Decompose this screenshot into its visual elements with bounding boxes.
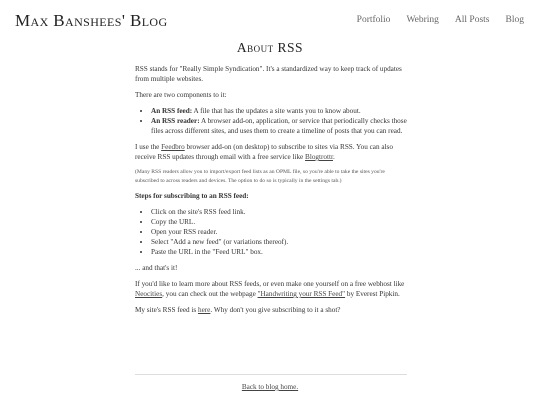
list-item: • Copy the URL.	[151, 217, 407, 227]
feed-text-1: My site's RSS feed is	[135, 306, 198, 314]
rss-feed-link[interactable]: here	[198, 306, 211, 314]
list-item	[151, 106, 407, 116]
feed-text-2: . Why don't you give subscribing to it a shot?	[210, 306, 341, 314]
desc-rss-feed: A file that has the updates a site wants you to know about.	[192, 107, 361, 115]
footer	[0, 383, 540, 391]
site-header	[0, 0, 540, 40]
nav-link-portfolio[interactable]: Portfolio	[356, 15, 391, 25]
done-paragraph: ... and that's it!	[135, 264, 178, 272]
list-item: • Click on the site's RSS feed link.	[151, 207, 407, 217]
usage-text-1: I use the	[135, 143, 162, 151]
components-list	[135, 106, 407, 136]
nav-link-blog[interactable]: Blog	[505, 15, 524, 25]
list-item: • Open your RSS reader.	[151, 227, 407, 237]
term-rss-feed: An RSS feed:	[151, 107, 193, 115]
usage-text-3: .	[333, 153, 335, 161]
learn-text-3: by Everest Pipkin.	[345, 290, 400, 298]
list-item	[151, 116, 407, 136]
neocities-link[interactable]: Neocities	[135, 290, 163, 298]
list-item: • Paste the URL in the "Feed URL" box.	[151, 247, 407, 257]
desc-rss-reader: A browser add-on, application, or service that periodically checks those files across different sites, and uses them to create a timeline of posts that you can read.	[151, 117, 407, 135]
nav-link-webring[interactable]: Webring	[406, 15, 439, 25]
main-nav	[357, 15, 524, 25]
footer-divider	[135, 374, 407, 375]
list-item: • Select "Add a new feed" (or variations thereof).	[151, 237, 407, 247]
blogtrottr-link[interactable]: Blogtrottr	[305, 153, 333, 161]
back-to-home-link[interactable]: Back to blog home.	[241, 383, 299, 391]
steps-list	[135, 207, 407, 257]
nav-link-all-posts[interactable]: All Posts	[454, 15, 490, 25]
intro-paragraph: RSS stands for "Really Simple Syndication". It's a standardized way to keep track of updates from multiple websites.	[135, 65, 402, 83]
learn-text-1: If you'd like to learn more about RSS feeds, or even make one yourself on a free webhost like	[135, 280, 405, 288]
learn-paragraph	[135, 279, 407, 299]
usage-text-2: browser add-on (on desktop) to subscribe to sites via RSS. You can also receive RSS updates through email with a free service like	[135, 143, 393, 161]
site-title-link[interactable]: Max Banshees' Blog	[15, 11, 168, 30]
usage-paragraph	[135, 142, 407, 162]
learn-text-2: , you can check out the webpage	[162, 290, 258, 298]
handwriting-rss-link[interactable]: "Handwriting your RSS Feed"	[257, 290, 346, 298]
steps-heading: Steps for subscribing to an RSS feed:	[135, 192, 249, 200]
components-intro: There are two components to it:	[135, 91, 227, 99]
page-title: About RSS	[236, 40, 304, 55]
feed-paragraph	[135, 305, 407, 315]
feedbro-link[interactable]: Feedbro	[161, 143, 185, 151]
term-rss-reader: An RSS reader:	[151, 117, 200, 125]
opml-note: (Many RSS readers allow you to import/export feed lists as an OPML file, so you're able to take the sites you're subscribed to across readers and devices. The option to do so is typically in the settings tab.)	[135, 169, 385, 184]
article-body	[135, 64, 407, 321]
